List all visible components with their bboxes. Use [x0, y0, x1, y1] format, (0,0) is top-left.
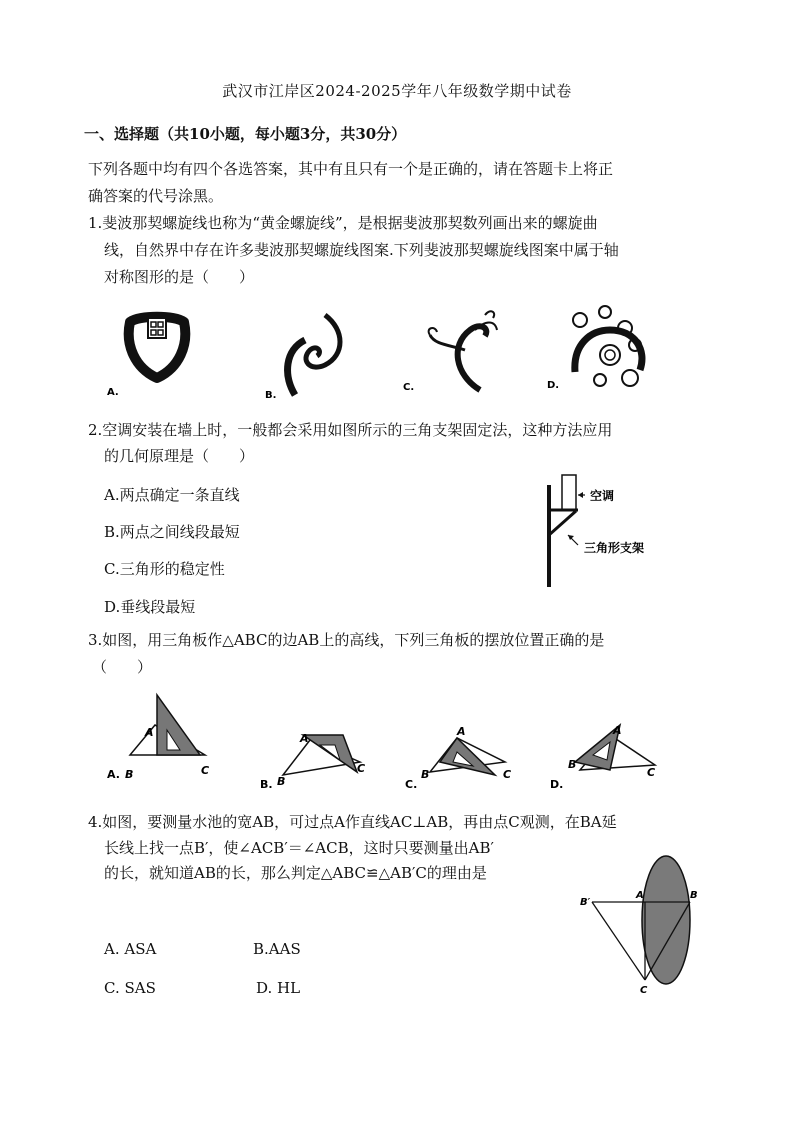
- q2-label-bracket: 三角形支架: [584, 541, 645, 555]
- q4-label-a: A: [636, 890, 644, 901]
- q4-label-b: B: [690, 890, 698, 901]
- q3c-c: C: [503, 768, 512, 781]
- q4-figure: [570, 850, 710, 1000]
- q1-figure-a: [129, 317, 186, 378]
- q3c-option: C.: [405, 778, 418, 791]
- q3-line-1: 3.如图，用三角板作△ABC的边AB上的高线，下列三角板的摆放位置正确的是: [88, 631, 605, 649]
- q1-figure-d: [573, 306, 642, 386]
- q2-option-c: C.三角形的稳定性: [104, 560, 225, 578]
- q2-option-b: B.两点之间线段最短: [104, 523, 240, 541]
- q3-figures: [95, 690, 695, 795]
- intro-line-2: 确答案的代号涂黑。: [88, 187, 224, 205]
- q3a-c: C: [201, 764, 210, 777]
- q1-label-d: D.: [547, 380, 560, 391]
- q3a-a: A: [145, 726, 154, 739]
- q4-option-b: B.AAS: [253, 940, 301, 958]
- q1-label-c: C.: [403, 382, 415, 393]
- q1-label-a: A.: [107, 387, 119, 398]
- q2-figure: [540, 470, 680, 595]
- q3b-c: C: [357, 762, 366, 775]
- q3b-b: B: [277, 775, 286, 788]
- q3b-a: A: [300, 732, 309, 745]
- q3-figure-b: [283, 735, 360, 775]
- q2-option-a: A.两点确定一条直线: [104, 486, 240, 504]
- q3c-b: B: [421, 768, 430, 781]
- section-heading: 一、选择题（共10小题，每小题3分，共30分）: [84, 125, 407, 143]
- q2-line-2: 的几何原理是（ ）: [104, 447, 255, 465]
- q1-line-3: 对称图形的是（ ）: [104, 268, 255, 286]
- q3-figure-a: [130, 695, 205, 755]
- q4-option-c: C. SAS: [104, 979, 156, 997]
- q4-line-1: 4.如图，要测量水池的宽AB，可过点A作直线AC⊥AB，再由点C观测，在BA延: [88, 813, 617, 831]
- q3a-b: B: [125, 768, 134, 781]
- q1-label-b: B.: [265, 390, 277, 401]
- q1-line-2: 线，自然界中存在许多斐波那契螺旋线图案.下列斐波那契螺旋线图案中属于轴: [104, 241, 619, 259]
- q4-line-3: 的长，就知道AB的长，那么判定△ABC≌△AB′C的理由是: [104, 864, 487, 882]
- exam-title: 武汉市江岸区2024-2025学年八年级数学期中试卷: [222, 82, 572, 100]
- q4-option-d: D. HL: [256, 979, 301, 997]
- q2-label-aircon: 空调: [590, 489, 615, 503]
- q2-line-1: 2.空调安装在墙上时，一般都会采用如图所示的三角支架固定法，这种方法应用: [88, 421, 613, 439]
- q3-figure-c: [430, 738, 505, 775]
- q1-figure-c: [429, 311, 497, 390]
- q4-line-2: 长线上找一点B′，使∠ACB′＝∠ACB，这时只要测量出AB′: [104, 839, 494, 857]
- q2-option-d: D.垂线段最短: [104, 598, 196, 616]
- q3b-option: B.: [260, 778, 273, 791]
- q3d-b: B: [568, 758, 577, 771]
- q3d-a: A: [613, 724, 622, 737]
- intro-line-1: 下列各题中均有四个各选答案，其中有且只有一个是正确的，请在答题卡上将正: [88, 160, 614, 178]
- q3a-option: A.: [107, 768, 120, 781]
- q1-figure-b: [288, 315, 340, 395]
- q3c-a: A: [457, 725, 466, 738]
- q3-line-2: （ ）: [92, 658, 153, 676]
- q4-option-a: A. ASA: [104, 940, 157, 958]
- q1-line-1: 1.斐波那契螺旋线也称为“黄金螺旋线”，是根据斐波那契数列画出来的螺旋曲: [88, 214, 598, 232]
- q3d-c: C: [647, 766, 656, 779]
- q3d-option: D.: [550, 778, 564, 791]
- q4-label-bprime: B′: [580, 897, 591, 908]
- q4-label-c: C: [640, 985, 648, 996]
- q1-figures: [95, 300, 695, 405]
